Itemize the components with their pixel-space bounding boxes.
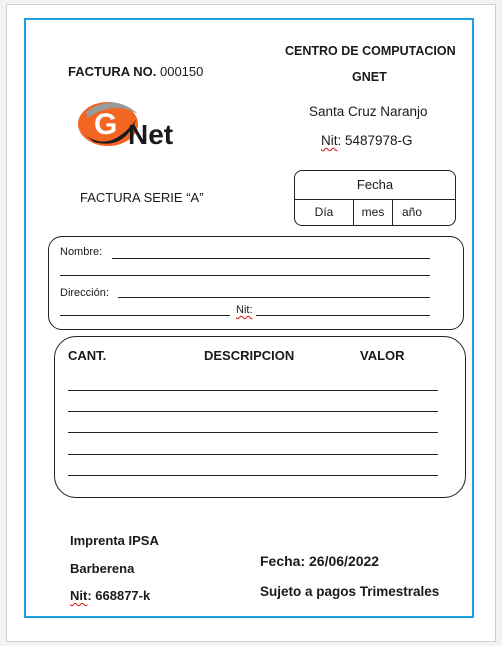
gnet-logo-mark [74,94,214,154]
description-column-header: DESCRIPCION [204,348,295,363]
printer-name: Imprenta IPSA [70,533,159,548]
client-nit-field[interactable] [256,315,430,316]
footer-date: Fecha: 26/06/2022 [260,553,380,569]
client-name-field[interactable] [112,258,430,259]
item-row-line[interactable] [68,475,438,476]
item-row-line[interactable] [68,432,438,433]
item-row-line[interactable] [68,454,438,455]
date-day-label: Día [314,205,334,219]
client-nit-label: Nit: [236,304,253,316]
printer-nit-value: : 668877-k [87,588,151,603]
logo-g-letter: G [94,108,118,141]
logo-net-text: Net [128,119,174,150]
client-address-label: Dirección: [60,287,109,299]
tax-note: Sujeto a pagos Trimestrales [260,584,440,599]
company-nit-label: Nit [321,133,338,148]
invoice-label: FACTURA NO. [68,64,157,79]
company-name: CENTRO DE COMPUTACION [285,44,456,58]
company-nit-value: : 5487978-G [337,133,413,148]
printer-nit [70,588,150,603]
value-column-header: VALOR [360,348,405,363]
date-month-label: mes [361,205,385,219]
qty-column-header: CANT. [68,348,107,363]
date-box [294,170,456,226]
client-name-label: Nombre: [60,246,103,258]
gnet-logo [74,94,214,154]
client-address-field-line2[interactable] [60,315,230,316]
date-box-title: Fecha [295,171,455,200]
date-year-label: año [401,205,423,219]
invoice-number-value: 000150 [159,64,204,79]
item-row-line[interactable] [68,390,438,391]
client-name-field-line2[interactable] [60,275,430,276]
item-row-line[interactable] [68,411,438,412]
company-short-name: GNET [352,70,387,84]
printer-city: Barberena [70,561,135,576]
company-location: Santa Cruz Naranjo [309,104,428,119]
invoice-number [68,64,203,79]
invoice-series: FACTURA SERIE “A” [80,190,204,205]
company-nit [321,133,413,148]
printer-nit-label: Nit [70,588,88,603]
client-address-field[interactable] [118,297,430,298]
